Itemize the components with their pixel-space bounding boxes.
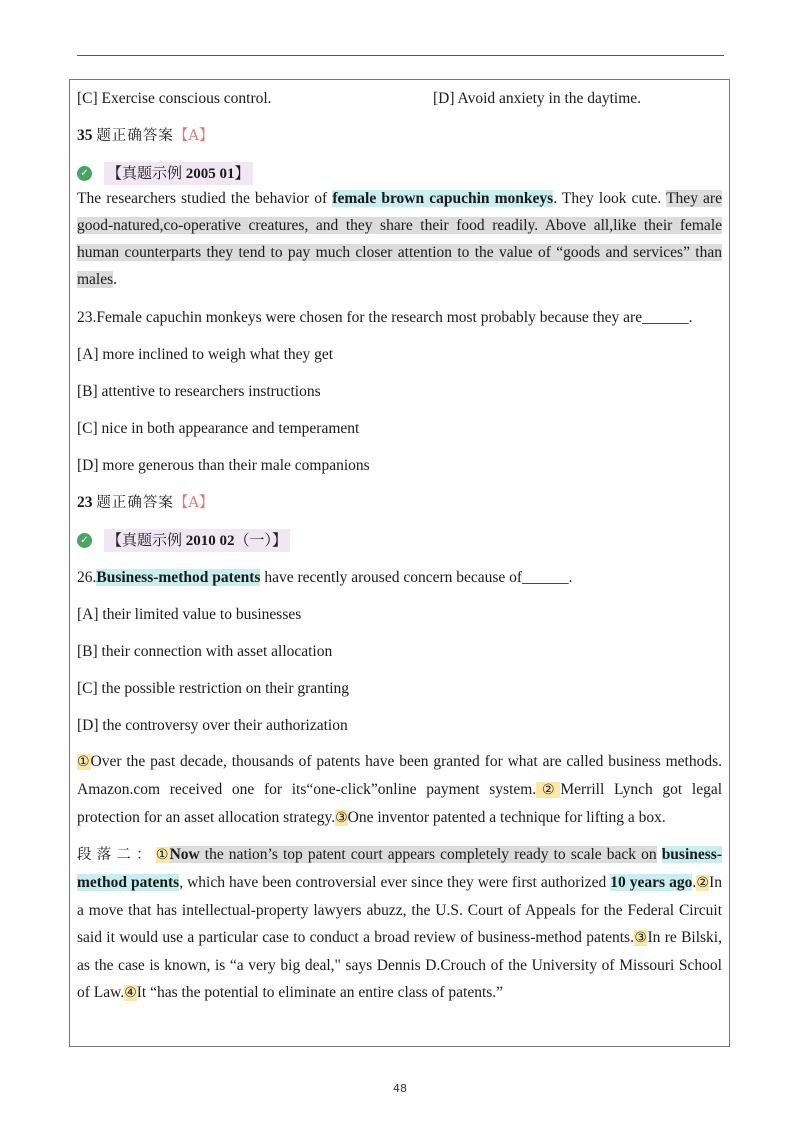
highlight-keyword: business-method patents [77,846,722,891]
answer-35-label: 题正确答案 [96,128,174,144]
answer-23-heading [77,492,722,514]
option-c: [C] Exercise conscious control. [77,90,272,107]
highlight-keyword: female brown capuchin monkeys [332,190,554,207]
check-circle-icon: ✓ [77,533,92,548]
answer-35-number: 35 [77,127,93,144]
highlight-keyword: 10 years ago [610,874,693,891]
question-23-stem: 23.Female capuchin monkeys were chosen for the research most probably because they are______. [77,309,693,326]
sentence-marker-3: ③ [335,810,348,826]
question-26-text: have recently aroused concern because of______. [260,569,573,586]
sentence-marker-1: ① [77,754,91,770]
passage-text: . [692,874,697,891]
question-26-option-a: [A] their limited value to businesses [77,606,302,623]
answer-23-label: 题正确答案 [96,495,174,511]
question-23-option-c: [C] nice in both appearance and temperament [77,420,360,437]
example-2005-tag-row [77,162,722,185]
example-2010-tag-row [77,529,722,552]
passage-text: One inventor patented a technique for lifting a box. [347,809,666,826]
question-26-number: 26. [77,569,97,586]
passage-text: It “has the potential to eliminate an entire class of patents.” [136,984,504,1001]
example-code: 2005 01 [185,166,235,182]
question-23-option-a: [A] more inclined to weigh what they get [77,346,334,363]
passage-text: , which have been controversial ever since they were first authorized [179,874,611,891]
sentence-marker-2: ② [696,875,710,891]
answer-35-value: 【A】 [173,128,214,144]
example-suffix: （一） [234,531,273,549]
passage-text: Merrill Lynch got legal protection for an asset allocation strategy. [77,781,723,826]
example-code: 2010 02 [185,533,235,549]
passage-text: The researchers studied the behavior of [77,190,333,207]
example-2010-tag [104,529,290,552]
question-26-option-d: [D] the controversy over their authorization [77,717,348,734]
highlight-keyword: Business-method patents [96,569,261,586]
paragraph-label: 段落二： [77,847,156,863]
option-d: [D] Avoid anxiety in the daytime. [433,90,642,107]
passage-text: Over the past decade, thousands of patents have been granted for what are called business methods. Amazon.com received one for its“one-click”online payment system. [77,753,722,798]
sentence-marker-4: ④ [124,985,137,1001]
passage-paragraph-two [77,841,722,1007]
passage-text: In re Bilski, as the case is known, is “a very big deal," says Dennis D.Crouch of the University of Missouri School of Law. [77,929,722,1001]
example-label-close: 】 [272,531,288,549]
passage-text: . They look cute. [553,190,667,207]
example-label-close: 】 [234,164,250,182]
question-23-option-d: [D] more generous than their male companions [77,457,370,474]
question-23-option-b: [B] attentive to researchers instructions [77,383,321,400]
passage-text: . [113,271,118,288]
passage-monkeys [77,185,722,293]
content-frame [69,79,730,1047]
answer-23-number: 23 [77,494,93,511]
question-26-option-b: [B] their connection with asset allocation [77,643,333,660]
option-row-cd [77,88,722,110]
passage-text: the nation’s top patent court appears completely ready to scale back on [199,846,657,863]
answer-23-value: 【A】 [173,495,214,511]
question-26-option-c: [C] the possible restriction on their granting [77,680,350,697]
question-26-stem [77,567,722,589]
passage-text: In a move that has intellectual-property lawyers abuzz, the U.S. Court of Appeals for the Federal Circuit said it would use a particular case to conduct a broad review of business-method patents. [77,874,722,946]
sentence-marker-1: ① [155,847,170,863]
example-label: 【真题示例 [107,531,183,549]
sentence-marker-2: ② [536,782,561,798]
highlight-now: Now [169,846,200,863]
page-number: 48 [393,1082,407,1095]
highlight-evidence: They are good-natured,co-operative creatures, and they share their food readily. Above all,like their female human counterparts they tend to pay much closer attention to the value of “goods and services” than males [77,190,722,288]
example-2005-tag [104,162,253,185]
example-label: 【真题示例 [107,164,183,182]
answer-35-heading [77,125,722,147]
sentence-marker-3: ③ [633,930,648,946]
check-circle-icon: ✓ [77,166,92,181]
passage-paragraph-one [77,748,722,832]
header-rule [77,55,724,56]
